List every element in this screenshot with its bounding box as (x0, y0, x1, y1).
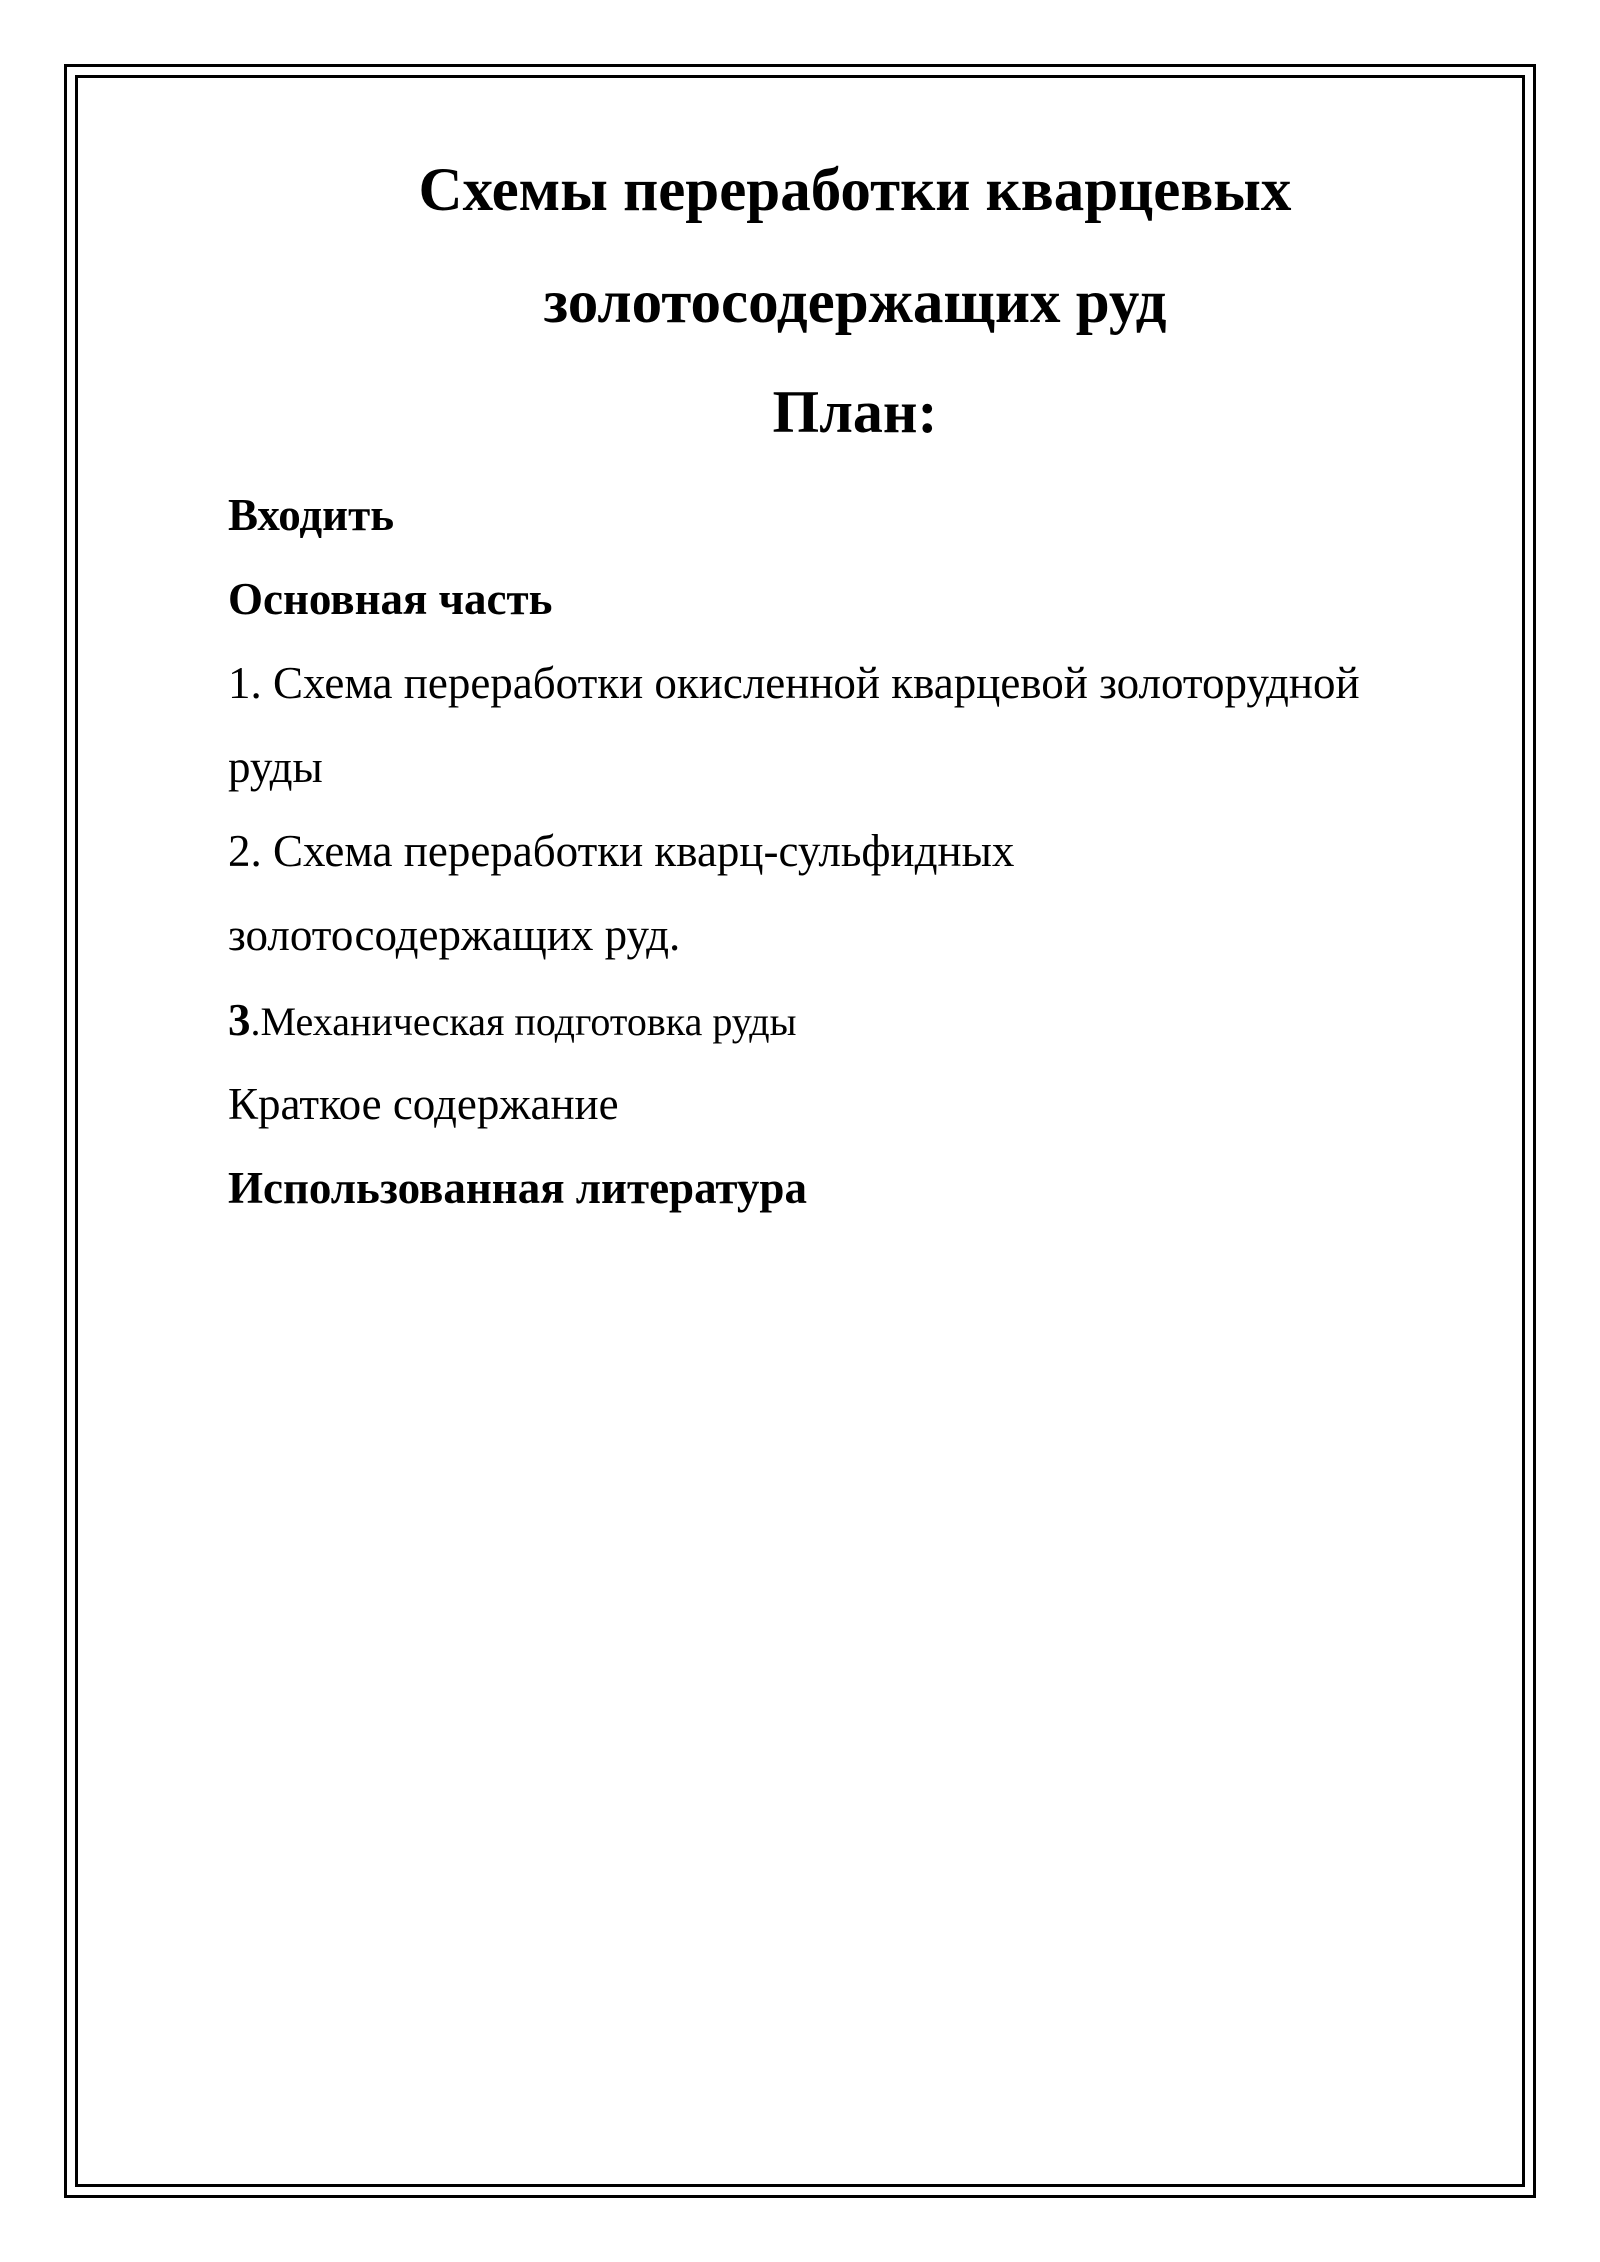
plan-item-intro: Входить (228, 490, 395, 540)
plan-item-2-line-1: 2. Схема переработки кварц-сульфидных (228, 826, 1015, 876)
plan-item-1-line-2: руды (228, 742, 323, 792)
plan-item-1-line-1: 1. Схема переработки окисленной кварцевой золоторудной (228, 658, 1360, 708)
plan-item-summary: Краткое содержание (228, 1079, 619, 1129)
plan-item-2-line-2: золотосодержащих руд. (228, 910, 681, 960)
plan-item-3 (228, 995, 797, 1045)
plan-heading: План: (772, 379, 938, 445)
plan-item-3-text: .Механическая подготовка руды (250, 999, 797, 1044)
plan-item-main-part: Основная часть (228, 574, 553, 624)
document-title-line-2: золотосодержащих руд (543, 269, 1167, 336)
plan-item-literature: Использованная литература (228, 1163, 807, 1213)
document-title-line-1: Схемы переработки кварцевых (418, 157, 1292, 224)
plan-item-3-number: 3 (228, 995, 251, 1045)
